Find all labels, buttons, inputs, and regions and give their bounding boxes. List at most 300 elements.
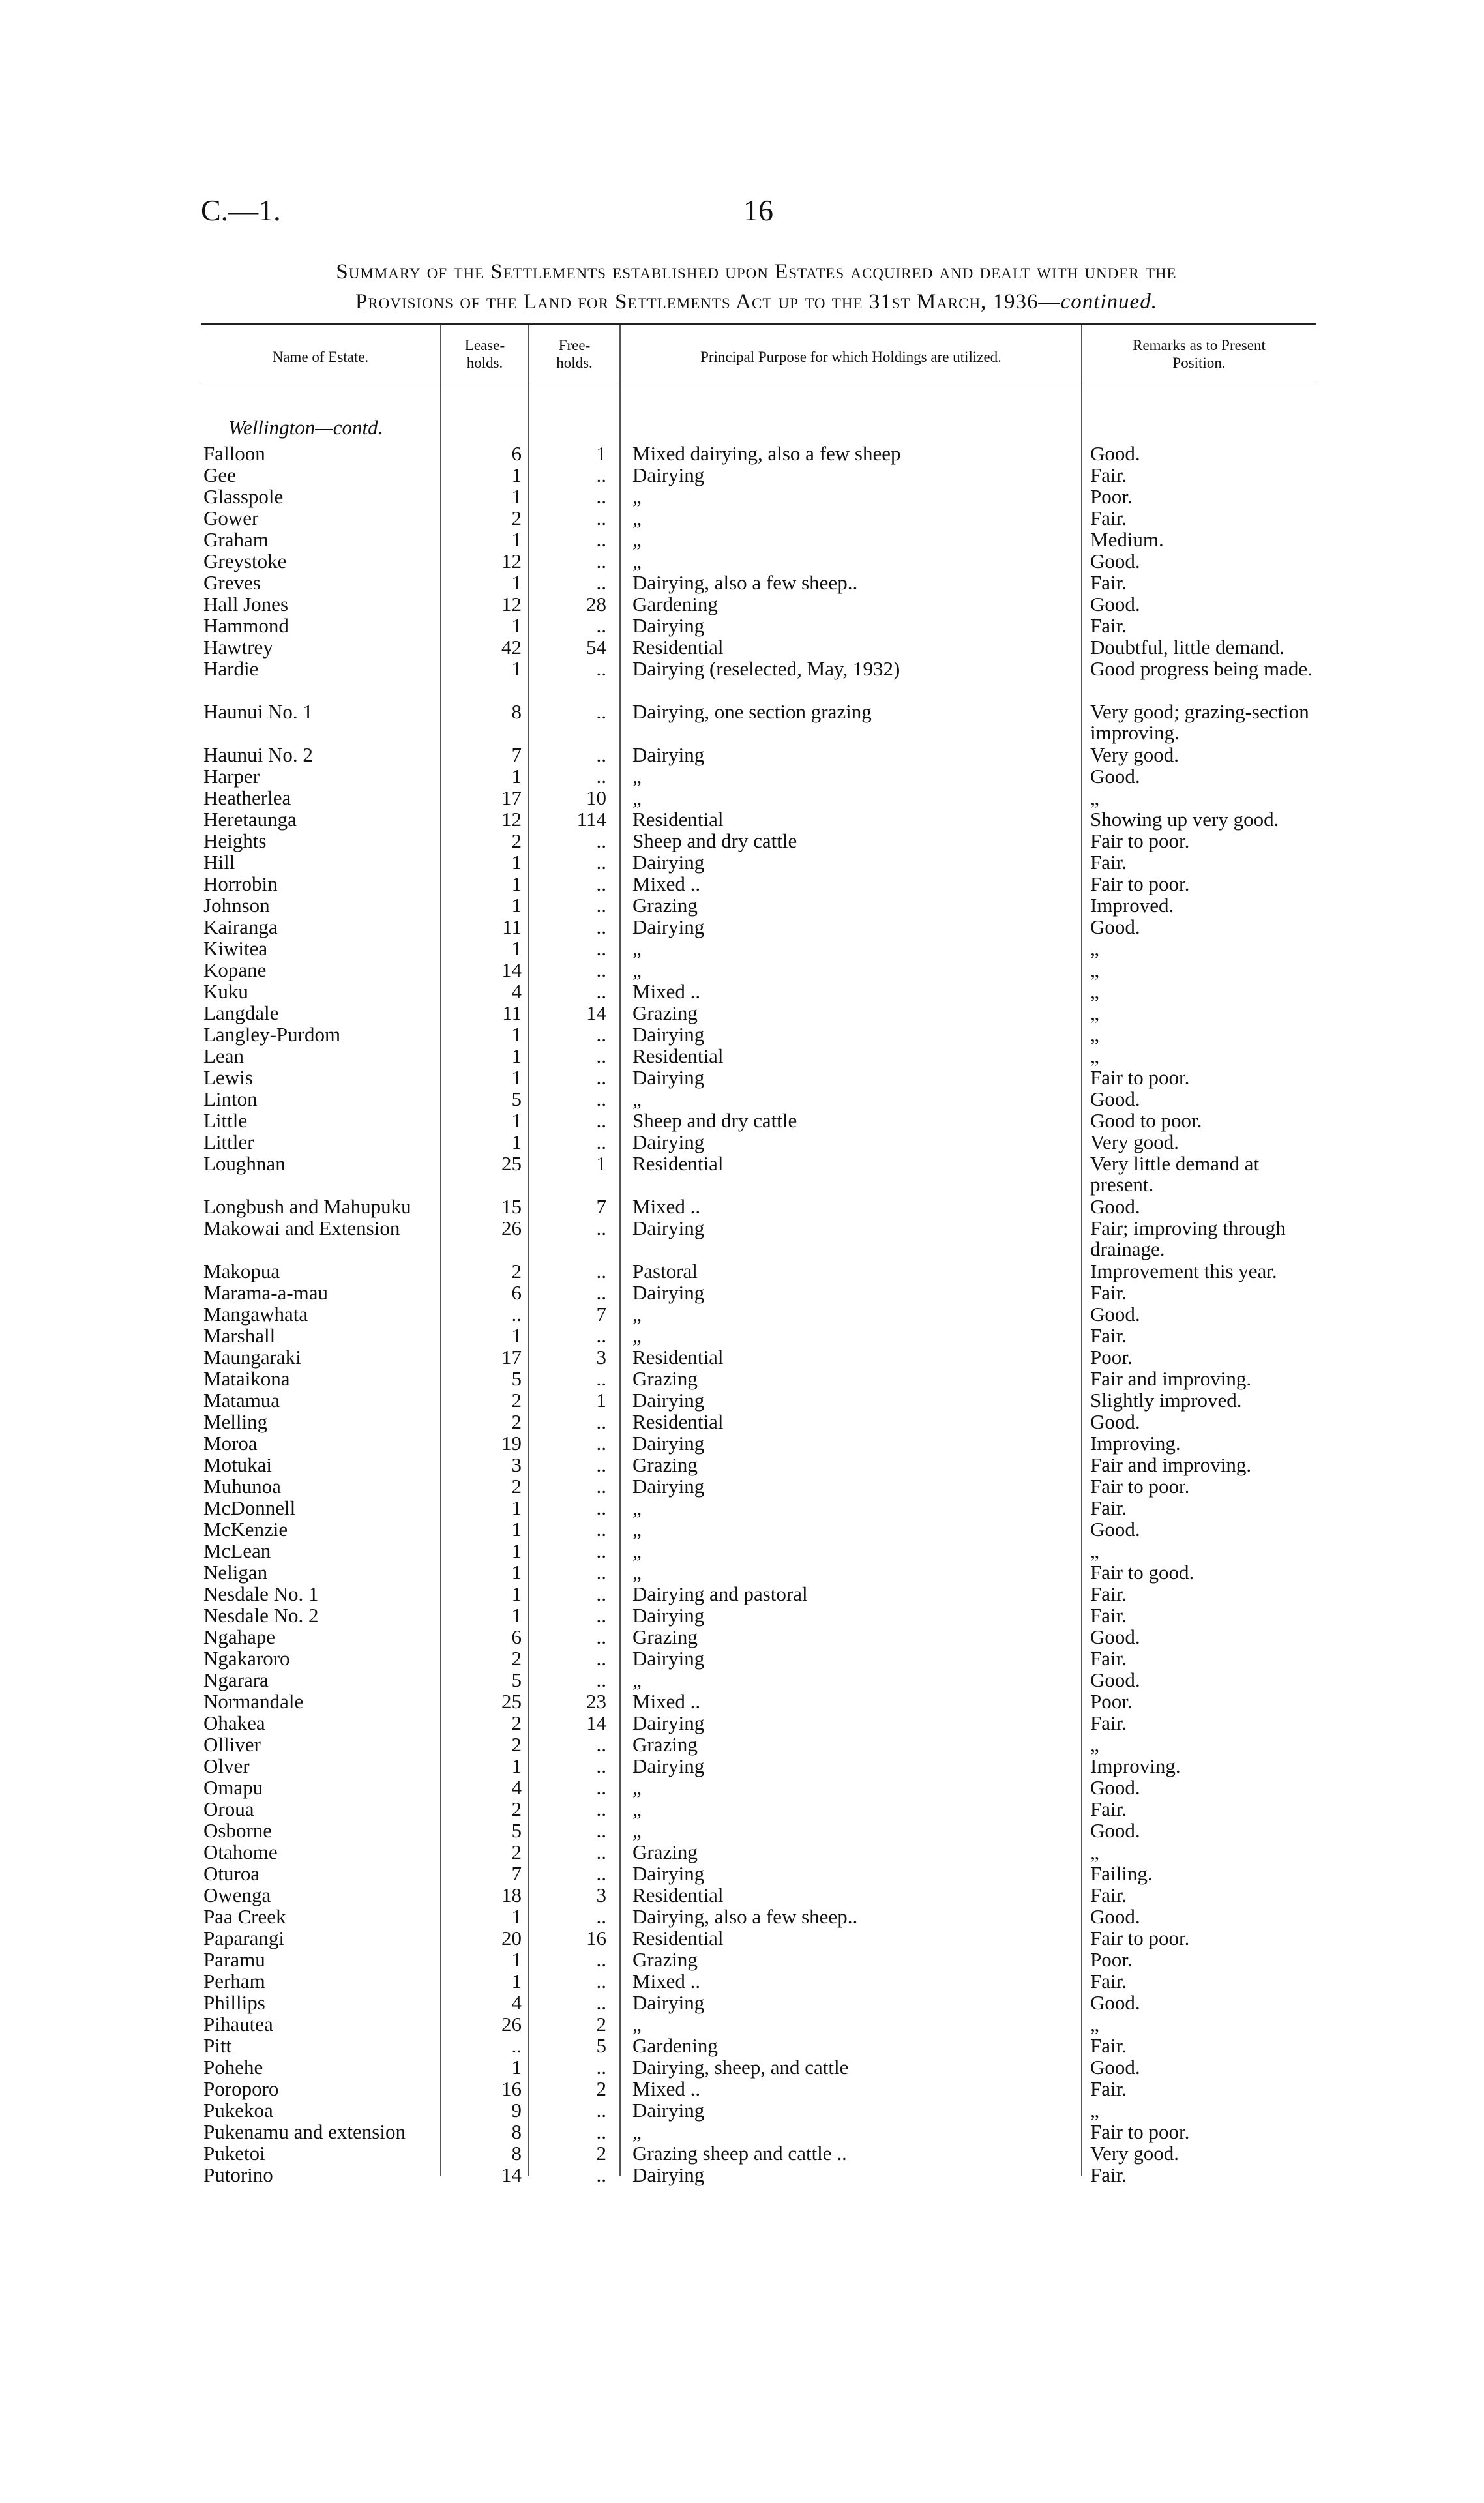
estate-name: Ngakaroro (203, 1647, 290, 1670)
remarks-text: Fair. (1090, 2034, 1127, 2057)
leaseholds-count: 5 (511, 1367, 522, 1390)
remarks-text: Fair. (1090, 1711, 1127, 1734)
purpose-text: Dairying, also a few sheep.. (632, 1905, 858, 1928)
purpose-text: Pastoral (632, 1260, 698, 1282)
remarks-text: Fair. (1090, 1970, 1127, 1992)
estate-name: Neligan (203, 1561, 268, 1584)
purpose-text: „ (632, 1496, 642, 1519)
leaseholds-count: 3 (511, 1453, 522, 1476)
estate-name: Gee (203, 464, 236, 486)
freeholds-count: 1 (596, 442, 606, 465)
remarks-text: Fair. (1090, 1604, 1127, 1627)
remarks-text: Slightly improved. (1090, 1389, 1242, 1412)
purpose-text: Grazing (632, 1001, 698, 1024)
purpose-text: „ (632, 1303, 642, 1326)
leaseholds-count: 1 (511, 1561, 522, 1584)
remarks-text: Good. (1090, 1518, 1140, 1541)
freeholds-count: .. (596, 1668, 606, 1691)
leaseholds-count: 6 (511, 1625, 522, 1648)
remarks-text: Fair. (1090, 1582, 1127, 1605)
purpose-text: Grazing (632, 1948, 698, 1971)
purpose-text: Dairying and pastoral (632, 1582, 808, 1605)
freeholds-count: .. (596, 1432, 606, 1455)
estate-name: Paa Creek (203, 1905, 286, 1928)
leaseholds-count: 1 (511, 1905, 522, 1928)
estate-name: Melling (203, 1410, 268, 1433)
remarks-text: Fair to poor. (1090, 1475, 1190, 1498)
remarks-text: Good. (1090, 1410, 1140, 1433)
leaseholds-count: 25 (501, 1690, 522, 1713)
remarks-text: „ (1090, 1841, 1099, 1863)
leaseholds-count: 19 (501, 1432, 522, 1455)
col-name: Name of Estate. (272, 349, 369, 365)
remarks-text: Fair. (1090, 1647, 1127, 1670)
estate-name: Heatherlea (203, 786, 291, 809)
estate-name: Otahome (203, 1841, 278, 1863)
estate-name: Kopane (203, 958, 267, 981)
freeholds-count: .. (596, 937, 606, 960)
estate-name: Haunui No. 1 (203, 700, 313, 723)
estate-name: McKenzie (203, 1518, 288, 1541)
purpose-text: Residential (632, 1044, 724, 1067)
freeholds-count: 2 (596, 2013, 606, 2036)
remarks-text: Good. (1090, 442, 1140, 465)
purpose-text: Dairying, one section grazing (632, 700, 872, 723)
remarks-text: „ (1090, 1733, 1099, 1756)
leaseholds-count: 14 (501, 2163, 522, 2186)
leaseholds-count: 1 (511, 2056, 522, 2079)
estate-name: Pukenamu and extension (203, 2120, 406, 2143)
purpose-text: Dairying, sheep, and cattle (632, 2056, 849, 2079)
freeholds-count: .. (596, 528, 606, 551)
leaseholds-count: 1 (511, 937, 522, 960)
leaseholds-count: 2 (511, 1798, 522, 1820)
purpose-text: Mixed dairying, also a few sheep (632, 442, 901, 465)
freeholds-count: 28 (586, 593, 606, 615)
estate-name: Hawtrey (203, 636, 273, 659)
purpose-text: „ (632, 550, 642, 572)
remarks-text: Improving. (1090, 1755, 1181, 1777)
freeholds-count: .. (596, 1647, 606, 1670)
purpose-text: „ (632, 1668, 642, 1691)
estate-name: Heretaunga (203, 808, 297, 831)
purpose-text: Dairying (632, 1217, 705, 1239)
leaseholds-count: 6 (511, 1281, 522, 1304)
estate-name: Oturoa (203, 1862, 260, 1885)
remarks-text: Fair. (1090, 1324, 1127, 1347)
page-number: 16 (743, 194, 773, 227)
freeholds-count: 2 (596, 2142, 606, 2165)
estate-name: Omapu (203, 1776, 263, 1799)
freeholds-count: 54 (586, 636, 606, 659)
remarks-text: Good to poor. (1090, 1109, 1202, 1132)
freeholds-count: 5 (596, 2034, 606, 2057)
freeholds-count: .. (596, 485, 606, 508)
freeholds-count: .. (596, 1776, 606, 1799)
purpose-text: Mixed .. (632, 1690, 701, 1713)
freeholds-count: 3 (596, 1346, 606, 1369)
freeholds-count: 23 (586, 1690, 606, 1713)
leaseholds-count: 18 (501, 1884, 522, 1906)
freeholds-count: .. (596, 1539, 606, 1562)
purpose-text: „ (632, 1539, 642, 1562)
leaseholds-count: 42 (501, 636, 522, 659)
leaseholds-count: 12 (501, 550, 522, 572)
leaseholds-count: 11 (502, 915, 522, 938)
title-line-2: Provisions of the Land for Settlements Act up to the 31st March, 1936— (355, 290, 1061, 314)
leaseholds-count: 4 (511, 1991, 522, 2014)
freeholds-count: .. (596, 2099, 606, 2122)
remarks-text: Fair to good. (1090, 1561, 1195, 1584)
freeholds-count: 114 (576, 808, 606, 831)
freeholds-count: .. (596, 1131, 606, 1153)
purpose-text: „ (632, 1819, 642, 1842)
purpose-text: Grazing sheep and cattle .. (632, 2142, 847, 2165)
leaseholds-count: 15 (501, 1195, 522, 1218)
remarks-text: Good. (1090, 915, 1140, 938)
leaseholds-count: 1 (511, 1496, 522, 1519)
remarks-text: Fair to poor. (1090, 1927, 1190, 1949)
freeholds-count: 16 (586, 1927, 606, 1949)
freeholds-count: .. (596, 2056, 606, 2079)
remarks-text: Good. (1090, 1195, 1140, 1218)
freeholds-count: 2 (596, 2077, 606, 2100)
divider-lease-free (528, 325, 529, 2176)
purpose-text: Dairying (632, 1066, 705, 1089)
leaseholds-count: 14 (501, 958, 522, 981)
leaseholds-count: 1 (511, 765, 522, 788)
col-leaseholds-1: Lease- (464, 337, 505, 353)
purpose-text: Dairying, also a few sheep.. (632, 571, 858, 594)
remarks-text: „ (1090, 1044, 1099, 1067)
purpose-text: Mixed .. (632, 1970, 701, 1992)
purpose-text: Residential (632, 1410, 724, 1433)
purpose-text: Residential (632, 1346, 724, 1369)
remarks-text: „ (1090, 2013, 1099, 2036)
leaseholds-count: 2 (511, 1647, 522, 1670)
remarks-text: „ (1090, 786, 1099, 809)
freeholds-count: .. (596, 829, 606, 852)
remarks-text: Fair and improving. (1090, 1367, 1252, 1390)
purpose-text: Dairying (632, 1131, 705, 1153)
purpose-text: „ (632, 786, 642, 809)
purpose-text: Gardening (632, 593, 718, 615)
estate-name: Ngahape (203, 1625, 276, 1648)
freeholds-count: .. (596, 1496, 606, 1519)
estate-name: Lean (203, 1044, 244, 1067)
leaseholds-count: 12 (501, 808, 522, 831)
estate-name: Nesdale No. 2 (203, 1604, 319, 1627)
estate-name: Motukai (203, 1453, 273, 1476)
purpose-text: Residential (632, 636, 724, 659)
estate-name: Kuku (203, 980, 248, 1003)
leaseholds-count: 5 (511, 1668, 522, 1691)
freeholds-count: .. (596, 1475, 606, 1498)
leaseholds-count: 1 (511, 1109, 522, 1132)
table-title (196, 257, 1317, 317)
leaseholds-count: 1 (511, 571, 522, 594)
remarks-text: Good. (1090, 2056, 1140, 2079)
estate-name: Nesdale No. 1 (203, 1582, 319, 1605)
estate-name: Hill (203, 851, 235, 874)
title-continued: continued. (1060, 290, 1157, 314)
col-purpose: Principal Purpose for which Holdings are utilized. (700, 349, 1002, 365)
purpose-text: „ (632, 958, 642, 981)
purpose-text: Dairying (632, 614, 705, 637)
freeholds-count: .. (596, 1088, 606, 1110)
remarks-text: Good. (1090, 1668, 1140, 1691)
purpose-text: Grazing (632, 1841, 698, 1863)
remarks-text: Very good. (1090, 1131, 1180, 1153)
remarks-text: Fair. (1090, 851, 1127, 874)
leaseholds-count: 2 (511, 1733, 522, 1756)
purpose-text: Residential (632, 1884, 724, 1906)
freeholds-count: .. (596, 1733, 606, 1756)
remarks-text: Good. (1090, 1625, 1140, 1648)
leaseholds-count: 2 (511, 1711, 522, 1734)
estate-name: Hardie (203, 657, 259, 680)
remarks-text: Fair to poor. (1090, 2120, 1190, 2143)
remarks-text: Very good. (1090, 2142, 1180, 2165)
estate-name: Marshall (203, 1324, 276, 1347)
purpose-text: „ (632, 1798, 642, 1820)
col-leaseholds (441, 336, 528, 372)
leaseholds-count: .. (511, 2034, 522, 2057)
leaseholds-count: 6 (511, 442, 522, 465)
remarks-text: Fair. (1090, 507, 1127, 529)
freeholds-count: .. (596, 1367, 606, 1390)
freeholds-count: .. (596, 1604, 606, 1627)
estate-name: Makowai and Extension (203, 1217, 400, 1239)
remarks-text: „ (1090, 1001, 1099, 1024)
leaseholds-count: 20 (501, 1927, 522, 1949)
leaseholds-count: 26 (501, 1217, 522, 1239)
estate-name: Langdale (203, 1001, 279, 1024)
freeholds-count: .. (596, 614, 606, 637)
purpose-text: Sheep and dry cattle (632, 829, 797, 852)
remarks-text: Fair. (1090, 1798, 1127, 1820)
remarks-text: „ (1090, 1023, 1099, 1046)
leaseholds-count: 1 (511, 1582, 522, 1605)
leaseholds-count: 2 (511, 1841, 522, 1863)
freeholds-count: .. (596, 1819, 606, 1842)
purpose-text: Sheep and dry cattle (632, 1109, 797, 1132)
estate-name: Phillips (203, 1991, 265, 2014)
leaseholds-count: 11 (502, 1001, 522, 1024)
purpose-text: Dairying (632, 1862, 705, 1885)
leaseholds-count: 17 (501, 786, 522, 809)
purpose-text: „ (632, 937, 642, 960)
estate-name: Poroporo (203, 2077, 279, 2100)
divider-purpose-remarks (1081, 325, 1082, 2176)
freeholds-count: 10 (586, 786, 606, 809)
purpose-text: Dairying (reselected, May, 1932) (632, 657, 900, 680)
freeholds-count: .. (596, 657, 606, 680)
leaseholds-count: 1 (511, 1604, 522, 1627)
freeholds-count: .. (596, 1862, 606, 1885)
remarks-text: Fair; improving through drainage. (1090, 1217, 1286, 1260)
remarks-text: Very little demand at present. (1090, 1152, 1260, 1196)
freeholds-count: .. (596, 1260, 606, 1282)
remarks-text: „ (1090, 958, 1099, 981)
estate-name: Little (203, 1109, 248, 1132)
purpose-text: Dairying (632, 743, 705, 766)
leaseholds-count: 1 (511, 1066, 522, 1089)
purpose-text: Grazing (632, 1367, 698, 1390)
divider-free-purpose (619, 325, 621, 2176)
freeholds-count: .. (596, 1582, 606, 1605)
leaseholds-count: 1 (511, 657, 522, 680)
estate-name: Harper (203, 765, 260, 788)
leaseholds-count: .. (511, 1303, 522, 1326)
freeholds-count: .. (596, 700, 606, 723)
purpose-text: Dairying (632, 2099, 705, 2122)
estate-name: Owenga (203, 1884, 271, 1906)
purpose-text: Dairying (632, 464, 705, 486)
leaseholds-count: 1 (511, 464, 522, 486)
freeholds-count: .. (596, 571, 606, 594)
leaseholds-count: 1 (511, 851, 522, 874)
estate-name: Gower (203, 507, 259, 529)
remarks-text: Good. (1090, 1088, 1140, 1110)
freeholds-count: .. (596, 1561, 606, 1584)
remarks-text: Fair to poor. (1090, 829, 1190, 852)
leaseholds-count: 1 (511, 528, 522, 551)
estate-name: Paramu (203, 1948, 265, 1971)
leaseholds-count: 1 (511, 1324, 522, 1347)
leaseholds-count: 1 (511, 614, 522, 637)
estate-name: Ngarara (203, 1668, 269, 1691)
purpose-text: „ (632, 528, 642, 551)
leaseholds-count: 2 (511, 1475, 522, 1498)
remarks-text: Medium. (1090, 528, 1164, 551)
freeholds-count: .. (596, 507, 606, 529)
freeholds-count: .. (596, 1066, 606, 1089)
leaseholds-count: 26 (501, 2013, 522, 2036)
estate-name: Greystoke (203, 550, 287, 572)
leaseholds-count: 2 (511, 829, 522, 852)
leaseholds-count: 4 (511, 980, 522, 1003)
purpose-text: Residential (632, 1927, 724, 1949)
purpose-text: „ (632, 507, 642, 529)
freeholds-count: .. (596, 958, 606, 981)
freeholds-count: .. (596, 2120, 606, 2143)
freeholds-count: .. (596, 980, 606, 1003)
remarks-text: Poor. (1090, 1346, 1133, 1369)
leaseholds-count: 2 (511, 1410, 522, 1433)
freeholds-count: .. (596, 1023, 606, 1046)
leaseholds-count: 8 (511, 700, 522, 723)
purpose-text: „ (632, 1561, 642, 1584)
estate-name: Haunui No. 2 (203, 743, 313, 766)
purpose-text: Dairying (632, 1604, 705, 1627)
freeholds-count: .. (596, 1410, 606, 1433)
estate-name: Puketoi (203, 2142, 265, 2165)
freeholds-count: .. (596, 1991, 606, 2014)
freeholds-count: .. (596, 1044, 606, 1067)
estate-name: Greves (203, 571, 261, 594)
estate-name: Kiwitea (203, 937, 268, 960)
purpose-text: Dairying (632, 915, 705, 938)
purpose-text: Dairying (632, 1389, 705, 1412)
remarks-text: Good. (1090, 593, 1140, 615)
freeholds-count: .. (596, 1798, 606, 1820)
estate-name: Marama-a-mau (203, 1281, 329, 1304)
estate-name: Moroa (203, 1432, 258, 1455)
purpose-text: Gardening (632, 2034, 718, 2057)
estate-name: Paparangi (203, 1927, 284, 1949)
purpose-text: Grazing (632, 1625, 698, 1648)
estate-name: Perham (203, 1970, 265, 1992)
estate-name: Mangawhata (203, 1303, 308, 1326)
remarks-text: Poor. (1090, 485, 1133, 508)
col-remarks (1082, 336, 1316, 372)
purpose-text: Dairying (632, 1647, 705, 1670)
remarks-text: Good. (1090, 1905, 1140, 1928)
estate-name: Kairanga (203, 915, 278, 938)
freeholds-count: 7 (596, 1303, 606, 1326)
leaseholds-count: 5 (511, 1088, 522, 1110)
estate-name: Johnson (203, 894, 270, 917)
remarks-text: „ (1090, 2099, 1099, 2122)
purpose-text: Grazing (632, 1453, 698, 1476)
remarks-text: „ (1090, 1539, 1099, 1562)
remarks-text: Improved. (1090, 894, 1174, 917)
purpose-text: Residential (632, 808, 724, 831)
remarks-text: Good. (1090, 1819, 1140, 1842)
estate-name: Osborne (203, 1819, 273, 1842)
freeholds-count: .. (596, 1281, 606, 1304)
freeholds-count: .. (596, 1109, 606, 1132)
estate-name: Linton (203, 1088, 258, 1110)
estate-name: Oroua (203, 1798, 254, 1820)
remarks-text: Fair. (1090, 571, 1127, 594)
estate-name: Horrobin (203, 872, 278, 895)
col-leaseholds-2: holds. (466, 355, 503, 371)
estate-name: Muhunoa (203, 1475, 281, 1498)
leaseholds-count: 1 (511, 1023, 522, 1046)
leaseholds-count: 5 (511, 1819, 522, 1842)
estate-name: Glasspole (203, 485, 284, 508)
freeholds-count: 14 (586, 1711, 606, 1734)
remarks-text: Fair and improving. (1090, 1453, 1252, 1476)
estate-name: Heights (203, 829, 267, 852)
estate-name: Longbush and Mahupuku (203, 1195, 411, 1218)
purpose-text: Grazing (632, 894, 698, 917)
leaseholds-count: 1 (511, 1539, 522, 1562)
leaseholds-count: 8 (511, 2120, 522, 2143)
freeholds-count: .. (596, 2163, 606, 2186)
title-line-1: Summary of the Settlements established upon Estates acquired and dealt with under the (336, 260, 1177, 284)
freeholds-count: .. (596, 1841, 606, 1863)
estate-name: Falloon (203, 442, 265, 465)
purpose-text: Dairying (632, 1991, 705, 2014)
freeholds-count: 3 (596, 1884, 606, 1906)
remarks-text: Poor. (1090, 1690, 1133, 1713)
leaseholds-count: 1 (511, 894, 522, 917)
freeholds-count: .. (596, 1217, 606, 1239)
purpose-text: Dairying (632, 851, 705, 874)
freeholds-count: .. (596, 1948, 606, 1971)
estate-name: Olliver (203, 1733, 261, 1756)
divider-name-lease (440, 325, 441, 2176)
remarks-text: Fair. (1090, 2163, 1127, 2186)
leaseholds-count: 9 (511, 2099, 522, 2122)
purpose-text: Dairying (632, 1281, 705, 1304)
estate-name: Langley-Purdom (203, 1023, 341, 1046)
remarks-text: Fair. (1090, 2077, 1127, 2100)
purpose-text: Grazing (632, 1733, 698, 1756)
